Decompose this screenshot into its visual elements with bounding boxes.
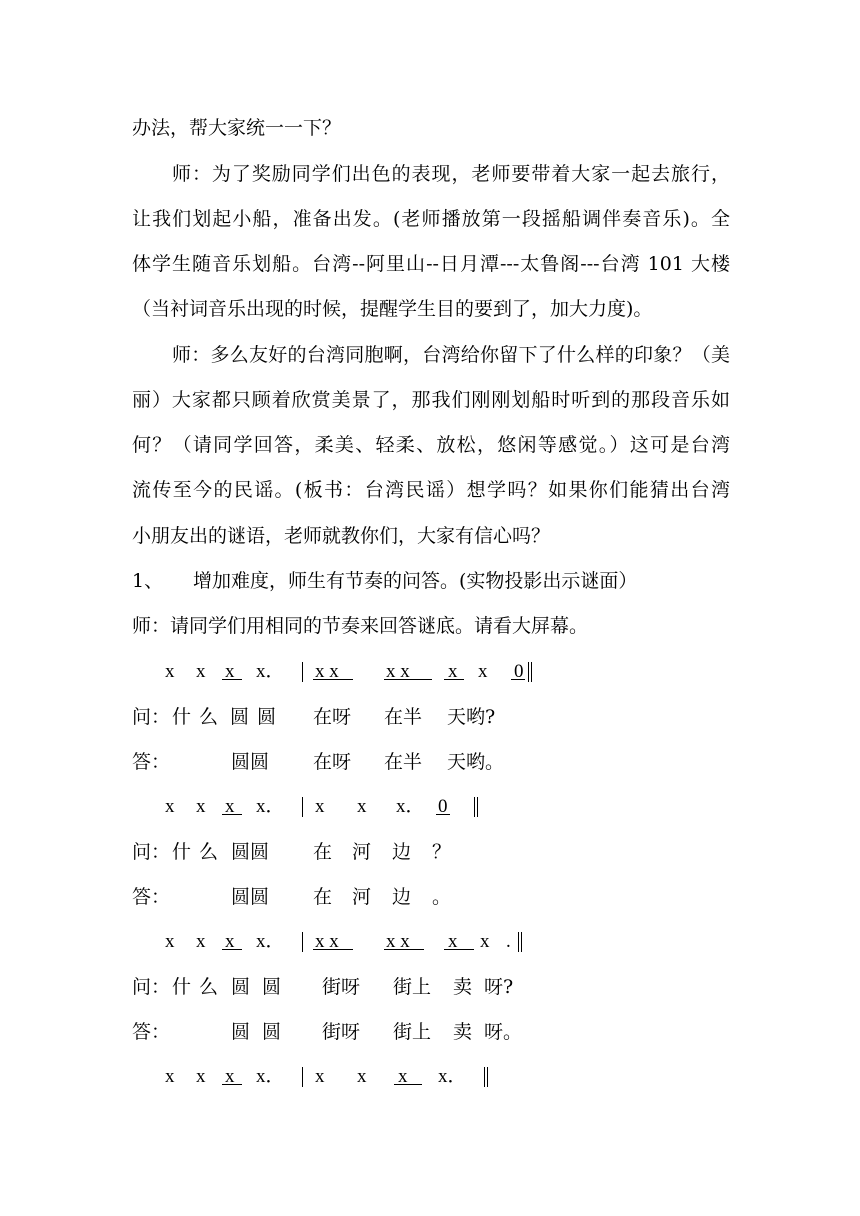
note: x [165,661,175,682]
note: x x [386,931,410,952]
list-item-text: 增加难度，师生有节奏的问答。(实物投影出示谜面） [193,570,638,592]
note: x． [256,661,285,682]
note: x [448,931,458,952]
lyric: 卖 [453,976,473,998]
rhythm-line [0,927,860,957]
underline [313,949,353,950]
lyric: 河 [352,886,372,908]
lyric: 在 [313,841,333,863]
lyric: 街上 [393,1021,432,1043]
note: x [165,931,175,952]
lyric: 什 [172,706,192,728]
bar-line [302,662,303,682]
lyric: 圆圆 [231,841,270,863]
lyric: 什 [172,976,192,998]
bar-line [302,932,303,952]
lyric: 卖 [453,1021,473,1043]
note: x． [256,931,285,952]
text-line: 小朋友出的谜语，老师就教你们，大家有信心吗？ [132,525,551,547]
list-number: 1、 [132,570,164,592]
lyric: 在半 [384,751,423,773]
lyric: 么 [199,841,219,863]
lyric: 圆 [230,706,250,728]
text-line: 师：请同学们用相同的节奏来回答谜底。请看大屏幕。 [132,615,589,637]
note: x [225,931,235,952]
text-line: 体学生随音乐划船。台湾--阿里山--日月潭---太鲁阁---台湾 101 大楼 [132,253,730,275]
note: x． [396,796,425,817]
note: x [225,796,235,817]
question-line [0,837,860,867]
lyric: 边 [392,886,412,908]
double-bar-line [474,797,478,817]
text-line: （当衬词音乐出现的时候，提醒学生目的要到了，加大力度)。 [132,298,653,320]
text-line: 何？（请同学回答，柔美、轻柔、放松，悠闲等感觉。）这可是台湾 [132,434,730,456]
text-line: 丽）大家都只顾着欣赏美景了，那我们刚刚划船时听到的那段音乐如 [132,389,730,411]
underline [394,1084,422,1085]
note: x [225,661,235,682]
text-line: 师：多么友好的台湾同胞啊，台湾给你留下了什么样的印象？（美 [172,344,730,366]
rhythm-line [0,657,860,687]
lyric: 街呀 [322,1021,361,1043]
lyric: 什 [172,841,192,863]
note: x [196,931,206,952]
lyric: 呀。 [484,1021,523,1043]
underline [222,679,242,680]
lyric: 在半 [384,706,423,728]
lyric: 街呀 [322,976,361,998]
question-label: 问： [132,706,171,728]
underline [444,679,464,680]
note: 0 [514,661,524,682]
lyric: 圆 [231,1021,251,1043]
note: . [506,931,511,952]
note: x [196,796,206,817]
double-bar-line [484,1067,488,1087]
note: x [196,1066,206,1087]
underline [436,814,450,815]
underline [222,949,242,950]
question-label: 问： [132,976,171,998]
lyric: 圆 [257,706,277,728]
lyric: 么 [199,976,219,998]
underline [444,949,474,950]
double-bar-line [518,932,522,952]
note: x [165,796,175,817]
note: x [225,1066,235,1087]
bar-line [302,1067,303,1087]
lyric: 圆 [262,976,282,998]
lyric: 边 [392,841,412,863]
bar-line [302,797,303,817]
answer-label: 答： [132,886,171,908]
underline [511,679,525,680]
lyric: 在呀 [313,751,352,773]
underline [222,814,242,815]
lyric: 天哟。 [447,751,505,773]
lyric: 。 [432,886,452,908]
note: x． [256,796,285,817]
answer-label: 答： [132,751,171,773]
note: x． [438,1066,467,1087]
lyric: 圆 [262,1021,282,1043]
lyric: 呀? [484,976,514,998]
text-line: 办法，帮大家统一一下？ [132,117,342,139]
note: x [480,931,490,952]
lyric: 河 [352,841,372,863]
note: x [357,796,367,817]
note: x [478,661,488,682]
answer-line [0,1017,860,1047]
lyric: 街上 [393,976,432,998]
question-line [0,972,860,1002]
text-line: 师：为了奖励同学们出色的表现，老师要带着大家一起去旅行， [172,163,730,185]
underline [384,679,432,680]
text-line: 流传至今的民谣。(板书：台湾民谣）想学吗？如果你们能猜出台湾 [132,479,730,501]
lyric: ？ [432,841,452,863]
note: x x [315,931,339,952]
lyric: 圆圆 [231,886,270,908]
underline [222,1084,242,1085]
lyric: 圆圆 [231,751,270,773]
note: x [165,1066,175,1087]
lyric: 在 [313,886,333,908]
note: x [315,796,325,817]
note: x [196,661,206,682]
rhythm-line [0,792,860,822]
lyric: 在呀 [313,706,352,728]
note: 0 [438,796,448,817]
underline [313,679,353,680]
note: x x [386,661,410,682]
note: x [315,1066,325,1087]
lyric: 天哟? [447,706,496,728]
note: x． [256,1066,285,1087]
rhythm-line [0,1062,860,1092]
lyric: 圆 [231,976,251,998]
answer-line [0,747,860,777]
note: x [448,661,458,682]
note: x x [315,661,339,682]
answer-line [0,882,860,912]
lyric: 么 [199,706,219,728]
text-line: 让我们划起小船，准备出发。(老师播放第一段摇船调伴奏音乐)。全 [132,208,730,230]
note: x [398,1066,408,1087]
note: x [357,1066,367,1087]
underline [384,949,424,950]
question-line [0,702,860,732]
question-label: 问： [132,841,171,863]
answer-label: 答： [132,1021,171,1043]
double-bar-line [528,662,532,682]
